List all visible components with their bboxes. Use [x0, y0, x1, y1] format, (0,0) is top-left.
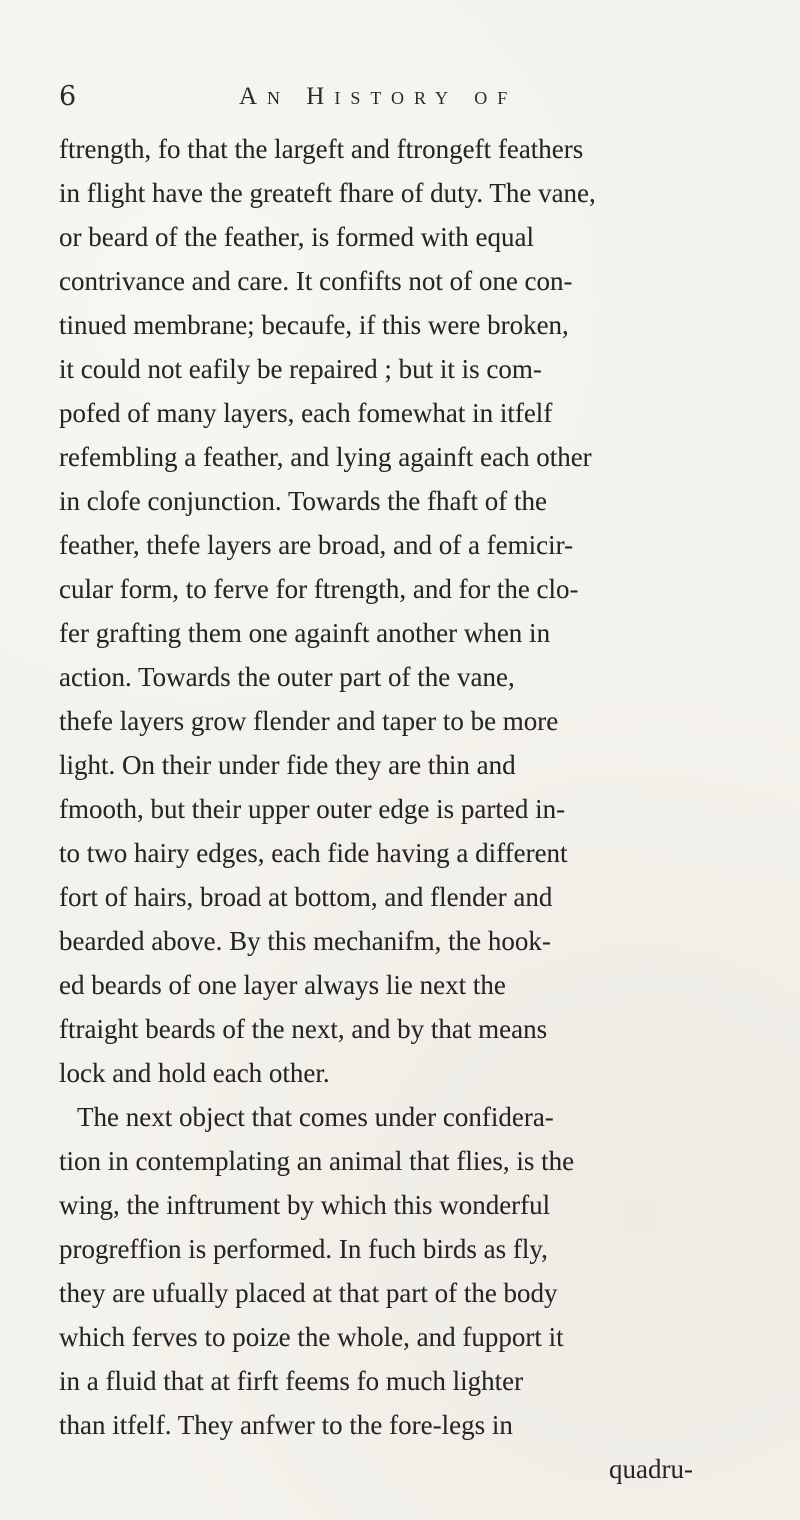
text-line: in a fluid that at firft feems fo much lighter [59, 1366, 524, 1396]
text-line: it could not eafily be repaired ; but it is com- [59, 354, 542, 384]
text-line: bearded above. By this mechanifm, the hook- [59, 926, 551, 956]
page-number: 6 [59, 81, 78, 112]
text-line: or beard of the feather, is formed with equal [59, 222, 534, 252]
text-line: tion in contemplating an animal that flies, is the [59, 1146, 575, 1176]
text-line: refembling a feather, and lying againft each other [59, 442, 592, 472]
text-line: action. Towards the outer part of the vane, [59, 662, 515, 692]
text-line: wing, the inftrument by which this wonderful [59, 1190, 551, 1220]
text-line: in clofe conjunction. Towards the fhaft of the [59, 486, 547, 516]
text-line: fort of hairs, broad at bottom, and flender and [59, 882, 553, 912]
text-line: ftrength, fo that the largeft and ftrongeft feathers [59, 134, 584, 164]
text-line: cular form, to ferve for ftrength, and for the clo- [59, 574, 579, 604]
text-line: light. On their under fide they are thin and [59, 750, 516, 780]
text-line: they are ufually placed at that part of the body [59, 1278, 558, 1308]
text-line: thefe layers grow flender and taper to be more [59, 706, 559, 736]
text-line: feather, thefe layers are broad, and of a femicir- [59, 530, 574, 560]
text-line: fer grafting them one againft another when in [59, 618, 551, 648]
text-line: tinued membrane; becaufe, if this were broken, [59, 310, 569, 340]
text-line: in flight have the greateft fhare of duty. The vane, [59, 178, 596, 208]
text-line: The next object that comes under confidera- [77, 1102, 554, 1132]
catchword: quadru- [609, 1454, 693, 1484]
text-line: progreffion is performed. In fuch birds as fly, [59, 1234, 548, 1264]
text-line: to two hairy edges, each fide having a different [59, 838, 568, 868]
body-text [59, 130, 759, 1484]
text-line: pofed of many layers, each fomewhat in itfelf [59, 398, 553, 428]
text-line: fmooth, but their upper outer edge is parted in- [59, 794, 566, 824]
text-line: lock and hold each other. [59, 1058, 330, 1088]
text-line: contrivance and care. It confifts not of one con- [59, 266, 573, 296]
page-header [59, 82, 749, 122]
text-line: which ferves to poize the whole, and fupport it [59, 1322, 564, 1352]
text-line: ed beards of one layer always lie next the [59, 970, 506, 1000]
text-line: than itfelf. They anfwer to the fore-legs in [59, 1410, 513, 1440]
running-head: An History of [239, 83, 518, 110]
text-line: ftraight beards of the next, and by that means [59, 1014, 548, 1044]
